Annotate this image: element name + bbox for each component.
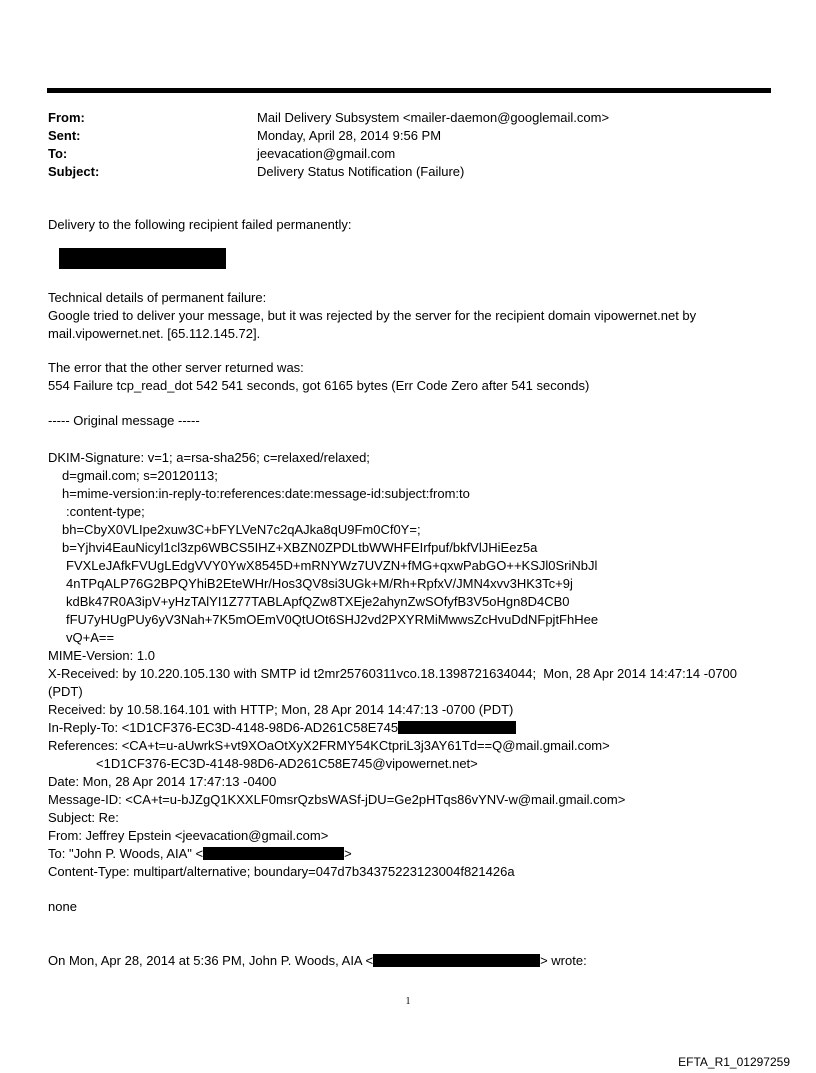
dkim-line: FVXLeJAfkFVUgLEdgVVY0YwX8545D+mRNYWz7UVZN+fMG+qxwPabGO++KSJl0SriNbJl [66, 558, 598, 573]
to-header-suffix: > [344, 846, 352, 861]
received: Received: by 10.58.164.101 with HTTP; Mon, 28 Apr 2014 14:47:13 -0700 (PDT) [48, 702, 514, 717]
original-message-separator: ----- Original message ----- [48, 413, 200, 428]
dkim-line: DKIM-Signature: v=1; a=rsa-sha256; c=relaxed/relaxed; [48, 450, 370, 465]
dkim-line: b=Yjhvi4EauNicyl1cl3zp6WBCS5IHZ+XBZN0ZPDLtbWWHFEIrfpuf/bkfVlJHiEez5a [62, 540, 538, 555]
mime-version: MIME-Version: 1.0 [48, 648, 155, 663]
redaction-block [373, 954, 540, 967]
references-cont: <1D1CF376-EC3D-4148-98D6-AD261C58E745@vipowernet.net> [96, 756, 478, 771]
subject-value: Delivery Status Notification (Failure) [257, 164, 465, 179]
attribution-suffix: > wrote: [540, 953, 587, 968]
dkim-line: h=mime-version:in-reply-to:references:date:message-id:subject:from:to [62, 486, 470, 501]
none-text: none [48, 899, 77, 914]
references: References: <CA+t=u-aUwrkS+vt9XOaOtXyX2FRMY54KCtpriL3j3AY61Td==Q@mail.gmail.com> [48, 738, 610, 753]
header-row-from [48, 109, 768, 127]
sent-value: Monday, April 28, 2014 9:56 PM [257, 128, 442, 143]
dkim-line: bh=CbyX0VLIpe2xuw3C+bFYLVeN7c2qAJka8qU9Fm0Cf0Y=; [62, 522, 421, 537]
to-header [48, 845, 737, 863]
tech-line: Technical details of permanent failure: [48, 290, 267, 305]
subject-label: Subject: [48, 164, 100, 179]
technical-details [48, 289, 696, 343]
content-type: Content-Type: multipart/alternative; boundary=047d7b34375223123004f821426a [48, 864, 515, 879]
message-headers [48, 647, 737, 881]
attribution-prefix: On Mon, Apr 28, 2014 at 5:36 PM, John P. Woods, AIA < [48, 953, 374, 968]
dkim-line: :content-type; [66, 504, 145, 519]
x-received-cont: (PDT) [48, 684, 83, 699]
from-header: From: Jeffrey Epstein <jeevacation@gmail.com> [48, 828, 329, 843]
to-label: To: [48, 146, 68, 161]
subject-header: Subject: Re: [48, 810, 119, 825]
redaction-block [59, 248, 226, 269]
document-stamp: EFTA_R1_01297259 [678, 1055, 790, 1069]
tech-line: mail.vipowernet.net. [65.112.145.72]. [48, 326, 261, 341]
header-rule [47, 88, 771, 93]
redaction-block [203, 847, 344, 860]
in-reply-to [48, 719, 737, 737]
error-line: The error that the other server returned was: [48, 360, 304, 375]
dkim-line: fFU7yHUgPUy6yV3Nah+7K5mOEmV0QtUOt6SHJ2vd2PXYRMiMwwsZcHvuDdNFpjtFhHee [66, 612, 599, 627]
dkim-line: d=gmail.com; s=20120113; [62, 468, 218, 483]
dkim-line: 4nTPqALP76G2BPQYhiB2EteWHr/Hos3QV8si3UGk+M/Rh+RpfxV/JMN4xvv3HK3Tc+9j [66, 576, 573, 591]
header-row-sent [48, 127, 768, 145]
tech-line: Google tried to deliver your message, but it was rejected by the server for the recipient domain vipowernet.net by [48, 308, 697, 323]
page-number: 1 [405, 996, 411, 1007]
header-row-subject [48, 163, 768, 181]
sent-label: Sent: [48, 128, 81, 143]
dkim-line: vQ+A== [66, 630, 115, 645]
error-line: 554 Failure tcp_read_dot 542 541 seconds, got 6165 bytes (Err Code Zero after 541 seconds) [48, 378, 590, 393]
error-returned [48, 359, 589, 395]
in-reply-to-text: In-Reply-To: <1D1CF376-EC3D-4148-98D6-AD261C58E745 [48, 720, 399, 735]
redaction-block [398, 721, 516, 734]
to-header-prefix: To: "John P. Woods, AIA" < [48, 846, 204, 861]
dkim-signature [48, 449, 598, 647]
date-header: Date: Mon, 28 Apr 2014 17:47:13 -0400 [48, 774, 277, 789]
quoted-attribution [48, 952, 587, 970]
header-row-to [48, 145, 768, 163]
message-id: Message-ID: <CA+t=u-bJZgQ1KXXLF0msrQzbsWASf-jDU=Ge2pHTqs86vYNV-w@mail.gmail.com> [48, 792, 626, 807]
x-received: X-Received: by 10.220.105.130 with SMTP id t2mr25760311vco.18.1398721634044; Mon, 28 Apr 2014 14:47:14 -0700 [48, 666, 738, 681]
from-label: From: [48, 110, 85, 125]
email-header [48, 109, 768, 181]
dkim-line: kdBk47R0A3ipV+yHzTAlYI1Z77TABLApfQZw8TXEje2ahynZwSOfyfB3V5oHgn8D4CB0 [66, 594, 570, 609]
delivery-intro: Delivery to the following recipient failed permanently: [48, 217, 352, 232]
to-value: jeevacation@gmail.com [257, 146, 396, 161]
from-value: Mail Delivery Subsystem <mailer-daemon@googlemail.com> [257, 110, 610, 125]
